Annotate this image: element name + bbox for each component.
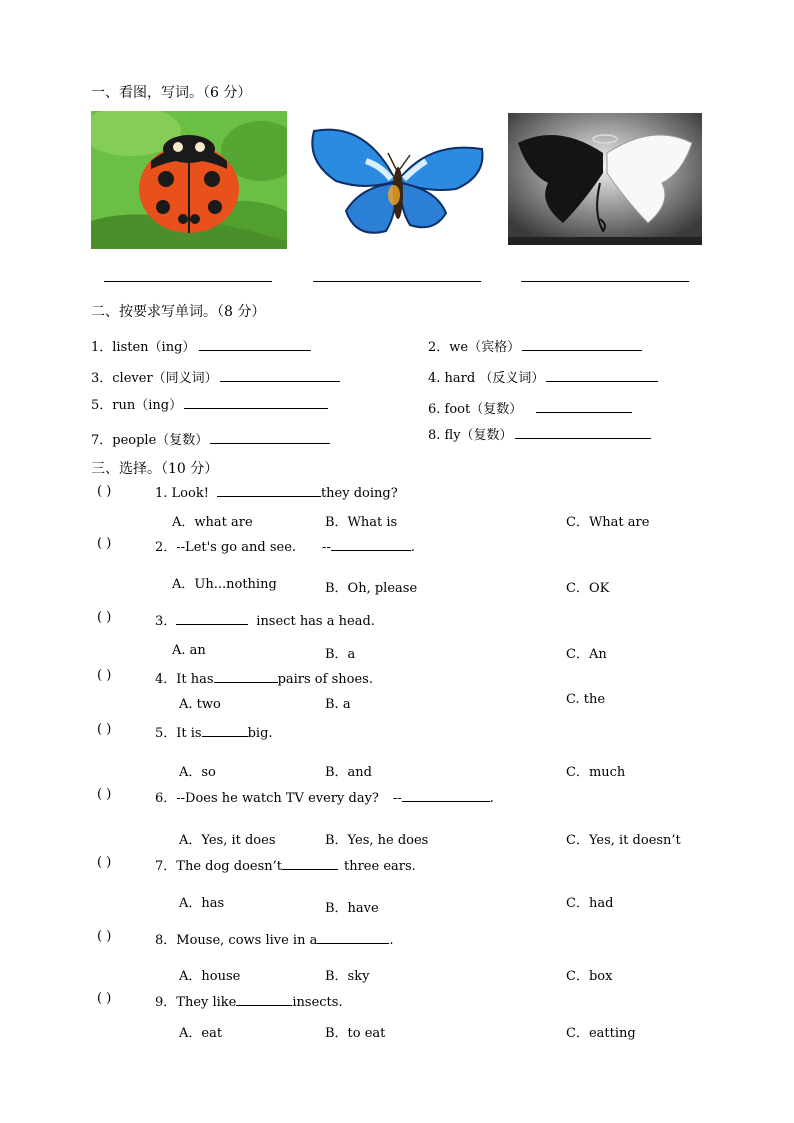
question-text: 4．It has <box>155 672 214 687</box>
answer-paren[interactable]: ( ) <box>97 929 112 944</box>
word-item-label: 3．clever（同义词） <box>91 371 218 386</box>
answer-blank[interactable] <box>282 857 338 870</box>
option-c[interactable]: C．An <box>566 647 607 662</box>
answer-paren[interactable]: ( ) <box>97 991 112 1006</box>
question-8 <box>155 929 394 948</box>
option-a[interactable]: A．what are <box>172 515 253 530</box>
word-item-label: 7．people（复数） <box>91 433 209 448</box>
question-text: . <box>410 540 415 555</box>
option-c[interactable]: C．Yes, it doesn’t <box>566 833 681 848</box>
section-1-title: 一、看图，写词。（6 分） <box>91 85 252 101</box>
question-text: insect has a head. <box>256 614 375 629</box>
option-b[interactable]: B．and <box>325 765 372 780</box>
question-text: 2．--Let's go and see. <box>155 540 297 555</box>
answer-paren[interactable]: ( ) <box>97 722 112 737</box>
option-c[interactable]: C．box <box>566 969 613 984</box>
question-text: big. <box>247 726 273 741</box>
option-a[interactable]: A．eat <box>179 1026 223 1041</box>
answer-paren[interactable]: ( ) <box>97 484 112 499</box>
question-7 <box>155 855 416 874</box>
option-c[interactable]: C. the <box>566 692 606 707</box>
question-9 <box>155 991 343 1010</box>
word-item-4 <box>428 367 658 386</box>
wings-image <box>508 113 702 245</box>
option-b[interactable]: B．a <box>325 647 356 662</box>
question-2 <box>155 536 415 555</box>
answer-paren[interactable]: ( ) <box>97 536 112 551</box>
answer-blank[interactable] <box>220 369 340 382</box>
answer-blank[interactable] <box>317 931 389 944</box>
question-text: -- <box>322 540 331 555</box>
answer-line-1[interactable] <box>104 281 272 282</box>
question-text: 3． <box>155 614 177 629</box>
answer-blank[interactable] <box>202 724 248 737</box>
question-3 <box>155 610 375 629</box>
butterfly-picture <box>306 121 488 241</box>
ladybug-picture <box>91 111 287 249</box>
question-4 <box>155 668 373 687</box>
section-2-title: 二、按要求写单词。（8 分） <box>91 304 266 320</box>
word-item-3 <box>91 367 340 386</box>
answer-blank[interactable] <box>522 338 642 351</box>
answer-blank[interactable] <box>546 369 658 382</box>
answer-blank[interactable] <box>217 484 321 497</box>
question-text: three ears. <box>344 859 416 874</box>
word-item-label: 2．we（宾格） <box>428 340 521 355</box>
question-text: -- <box>392 791 402 806</box>
option-a[interactable]: A. an <box>172 643 206 658</box>
question-text: pairs of shoes. <box>277 672 373 687</box>
option-a[interactable]: A．has <box>179 896 225 911</box>
answer-blank[interactable] <box>184 396 328 409</box>
option-b[interactable]: B．sky <box>325 969 370 984</box>
question-text: insects. <box>292 995 343 1010</box>
answer-blank[interactable] <box>214 670 278 683</box>
answer-paren[interactable]: ( ) <box>97 668 112 683</box>
ladybug-image <box>91 111 287 249</box>
word-item-label: 5．run（ing） <box>91 398 183 413</box>
question-text: . <box>389 933 394 948</box>
answer-blank[interactable] <box>199 338 311 351</box>
question-text: they doing? <box>320 486 398 501</box>
answer-blank[interactable] <box>176 612 248 625</box>
option-a[interactable]: A．Yes, it does <box>179 833 276 848</box>
question-text: 9．They like <box>155 995 237 1010</box>
word-item-label: 6. foot（复数） <box>428 402 523 417</box>
answer-blank[interactable] <box>210 431 330 444</box>
option-b[interactable]: B．Oh, please <box>325 581 418 596</box>
question-text: . <box>489 791 494 806</box>
answer-blank[interactable] <box>331 538 411 551</box>
word-item-7 <box>91 429 330 448</box>
question-text: 1. Look! <box>155 486 209 501</box>
word-item-5 <box>91 394 328 413</box>
question-1 <box>155 484 398 501</box>
option-b[interactable]: B．to eat <box>325 1026 386 1041</box>
option-b[interactable]: B．have <box>325 901 379 916</box>
option-a[interactable]: A．so <box>179 765 216 780</box>
option-a[interactable]: A．Uh...nothing <box>172 577 277 592</box>
question-5 <box>155 722 273 741</box>
answer-line-3[interactable] <box>521 281 689 282</box>
question-6 <box>155 787 494 806</box>
question-text: 8．Mouse, cows live in a <box>155 933 318 948</box>
word-item-label: 8. fly（复数） <box>428 428 513 443</box>
answer-blank[interactable] <box>515 426 651 439</box>
option-a[interactable]: A. two <box>179 697 221 712</box>
answer-blank[interactable] <box>402 789 490 802</box>
section-3-title: 三、选择。（10 分） <box>91 461 219 477</box>
word-item-1 <box>91 336 311 355</box>
answer-line-2[interactable] <box>313 281 481 282</box>
option-c[interactable]: C．had <box>566 896 614 911</box>
option-a[interactable]: A．house <box>179 969 241 984</box>
answer-blank[interactable] <box>536 400 632 413</box>
wings-picture <box>508 113 702 245</box>
answer-paren[interactable]: ( ) <box>97 787 112 802</box>
option-c[interactable]: C．eatting <box>566 1026 636 1041</box>
option-b[interactable]: B. a <box>325 697 351 712</box>
answer-paren[interactable]: ( ) <box>97 610 112 625</box>
word-item-label: 4. hard （反义词） <box>428 371 545 386</box>
word-item-8 <box>428 424 651 443</box>
question-text: 5．It is <box>155 726 202 741</box>
option-b[interactable]: B．What is <box>325 515 398 530</box>
option-b[interactable]: B．Yes, he does <box>325 833 429 848</box>
butterfly-image <box>306 121 488 241</box>
answer-paren[interactable]: ( ) <box>97 855 112 870</box>
answer-blank[interactable] <box>236 993 292 1006</box>
word-item-2 <box>428 336 642 355</box>
question-text: 7．The dog doesn’t <box>155 859 282 874</box>
option-c[interactable]: C．much <box>566 765 626 780</box>
option-c[interactable]: C．OK <box>566 581 610 596</box>
question-text: 6．--Does he watch TV every day? <box>155 791 379 806</box>
word-item-label: 1．listen（ing） <box>91 340 196 355</box>
option-c[interactable]: C．What are <box>566 515 650 530</box>
word-item-6 <box>428 398 632 417</box>
